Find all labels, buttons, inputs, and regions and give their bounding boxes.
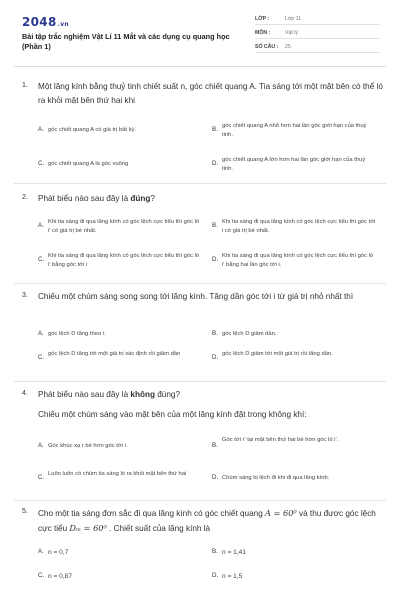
math-angle-a: A = 60⁰ (265, 508, 297, 518)
option-text: Góc tới r' tại mặt bên thứ hai bé hơn góc ló i'. (222, 437, 339, 443)
option-letter: B. (212, 330, 218, 337)
option-text: góc chiết quang A lớn hơn hai lần góc giới hạn của thuỷ tinh. (222, 157, 366, 172)
option-letter: A. (38, 222, 44, 229)
question-number: 1. (22, 82, 28, 89)
option-letter: A. (38, 548, 44, 555)
meta-class-value: Lớp 11 (285, 16, 301, 22)
option-text: n = 0,7 (48, 549, 69, 556)
meta-count-label: SỐ CÂU : (255, 44, 279, 50)
meta-class-label: LỚP : (255, 16, 270, 22)
question-number: 3. (22, 292, 28, 299)
question-emphasis: không (130, 390, 155, 399)
option-text: góc chiết quang A có giá trị bất kỳ. (48, 127, 136, 133)
option-text: góc lệch D tăng theo i. (48, 331, 106, 337)
option-text: Khi tia sáng đi qua lăng kính có góc lệch cực tiểu thì góc ló i' có giá trị bé nhất. (48, 219, 200, 234)
question-text: Chiếu một chùm sáng song song tới lăng kính. Tăng dần góc tới i từ giá trị nhỏ nhất thì (38, 292, 354, 301)
option-letter: C. (38, 256, 45, 263)
question-context: Chiếu một chùm sáng vào mặt bên của một lăng kính đặt trong không khí: (38, 410, 307, 419)
worksheet-header (0, 0, 400, 62)
question-divider (14, 381, 386, 382)
meta-subject-label: MÔN : (255, 30, 271, 36)
option-text: Khi tia sáng đi qua lăng kính có góc lệch cực tiểu thì góc ló i' bằng góc tới i (48, 253, 200, 268)
question-emphasis: đúng (130, 194, 151, 203)
option-text: Chùm sáng bị lệch đi khi đi qua lăng kính. (222, 475, 330, 481)
option-text: n = 1,5 (222, 573, 243, 580)
question-text: Một lăng kính bằng thuỷ tinh chiết suất n, góc chiết quang A. Tia sáng tới một mặt bên có thể ló ra khỏi mặt bên thứ hai khi (38, 82, 383, 105)
option-text: n = 1,41 (222, 549, 247, 556)
logo-sub: .vn (57, 21, 69, 28)
meta-subject-row (255, 30, 380, 39)
option-letter: D. (212, 572, 219, 579)
question-text: Phát biểu nào sau đây là đúng? (38, 194, 155, 203)
option-letter: D. (212, 160, 219, 167)
option-text: góc chiết quang A là góc vuông (48, 161, 129, 167)
option-letter: D. (212, 474, 219, 481)
question-number: 5. (22, 508, 28, 515)
logo-main: 2048 (22, 15, 57, 29)
meta-count-value: 25 (285, 44, 291, 50)
option-text: góc lệch D tăng tới một giá trị xác định rồi giảm dần (48, 351, 181, 357)
option-letter: C. (38, 474, 45, 481)
question-number: 4. (22, 390, 28, 397)
option-text: n = 0,87 (48, 573, 73, 580)
option-letter: C. (38, 572, 45, 579)
question-divider (14, 183, 386, 184)
option-letter: B. (212, 126, 218, 133)
meta-class-row (255, 16, 380, 25)
option-letter: A. (38, 126, 44, 133)
question-text: Phát biểu nào sau đây là không đúng? (38, 390, 181, 399)
option-letter: A. (38, 442, 44, 449)
header-divider (14, 66, 386, 67)
site-logo[interactable] (22, 15, 69, 29)
math-min-deviation: Dₘ = 60⁰ (69, 523, 107, 533)
meta-count-row (255, 44, 380, 53)
option-text: Góc khúc xạ r bé hơn góc tới i. (48, 443, 128, 449)
document-title: Bài tập trắc nghiệm Vật Lí 11 Mắt và các dụng cụ quang học (Phần 1) (22, 32, 230, 51)
option-letter: D. (212, 256, 219, 263)
option-letter: B. (212, 222, 218, 229)
option-letter: B. (212, 442, 218, 449)
option-text: góc chiết quang A nhỏ hơn hai lần góc giới hạn của thuỷ tinh. (222, 123, 367, 138)
question-number: 2. (22, 194, 28, 201)
option-text: Khi tia sáng đi qua lăng kính có góc lệch cực tiểu thì góc ló i' bằng hai lần góc tới i. (222, 253, 374, 268)
option-letter: B. (212, 548, 218, 555)
option-text: góc lệch D giảm dần. (222, 331, 277, 337)
option-text: góc lệch D giảm tới một giá trị rồi tăng dần. (222, 351, 333, 357)
question-divider (14, 500, 386, 501)
question-divider (14, 283, 386, 284)
meta-subject-value: Vật lý (285, 30, 298, 36)
question-text: Cho một tia sáng đơn sắc đi qua lăng kính có góc chiết quang A = 60⁰ và thu được góc lệch cực tiểu Dₘ = 60⁰ . Chiết suất của lăng kính là (38, 508, 376, 533)
option-letter: D. (212, 354, 219, 361)
option-letter: C. (38, 354, 45, 361)
option-text: Luôn luôn có chùm tia sáng ló ra khỏi mặt bên thứ hai (48, 471, 187, 477)
option-letter: A. (38, 330, 44, 337)
option-text: Khi tia sáng đi qua lăng kính có góc lệch cực tiểu thì góc tới i có giá trị bé nhất. (222, 219, 376, 234)
option-letter: C. (38, 160, 45, 167)
